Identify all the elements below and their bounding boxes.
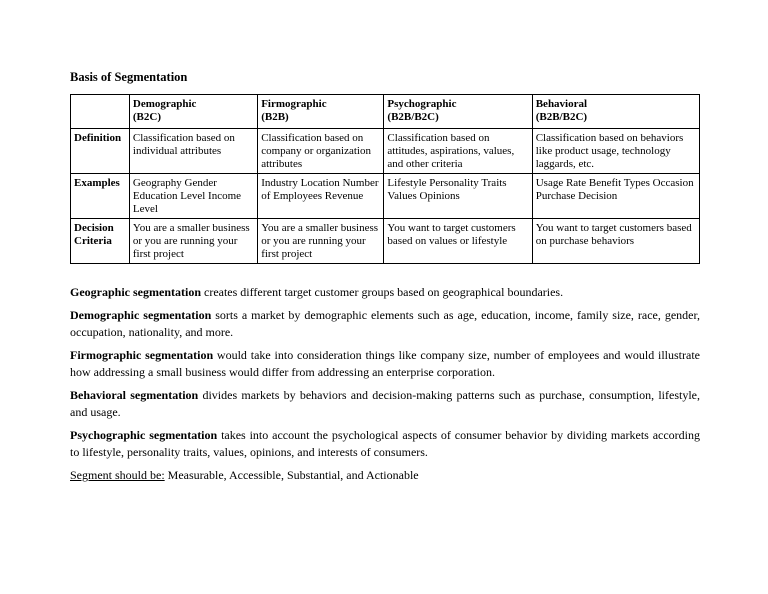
table-row-decision-criteria [71, 219, 700, 264]
paragraph-behavioral [70, 387, 700, 421]
column-subtitle: (B2B) [261, 111, 289, 123]
note-text: Measurable, Accessible, Substantial, and Actionable [164, 468, 419, 482]
table-row-definition [71, 129, 700, 174]
column-name: Demographic [132, 98, 197, 110]
table-row-examples [71, 174, 700, 219]
paragraph-term: Demographic segmentation [70, 308, 212, 322]
table-cell: You are a smaller business or you are running your first project [258, 219, 384, 264]
table-cell: Classification based on attitudes, aspirations, values, and other criteria [384, 129, 532, 174]
table-header-row [71, 95, 700, 129]
segmentation-table [70, 94, 700, 264]
paragraph-demographic [70, 307, 700, 341]
note-label: Segment should be: [70, 468, 165, 482]
document-page [70, 69, 700, 484]
table-cell: Classification based on behaviors like product usage, technology laggards, etc. [532, 129, 699, 174]
paragraph-geographic [70, 284, 700, 301]
paragraph-text: would take into consideration things like company size, number of employees and would illustrate how addressing a small business would differ from addressing an enterprise corporation. [70, 348, 701, 379]
table-cell: Geography Gender Education Level Income Level [129, 174, 257, 219]
column-name: Psychographic [387, 98, 457, 110]
paragraph-term: Behavioral segmentation [70, 388, 199, 402]
table-cell: Industry Location Number of Employees Revenue [258, 174, 384, 219]
paragraph-psychographic [70, 427, 700, 461]
document-title: Basis of Segmentation [70, 70, 188, 84]
paragraph-term: Geographic segmentation [70, 285, 201, 299]
column-name: Firmographic [261, 98, 327, 110]
paragraph-firmographic [70, 347, 700, 381]
table-cell: Classification based on company or organization attributes [258, 129, 384, 174]
row-label-text: Criteria [74, 235, 112, 247]
header-corner-cell [71, 95, 130, 129]
row-label-text: Decision [74, 222, 114, 234]
column-subtitle: (B2B/B2C) [535, 111, 588, 123]
paragraph-text: sorts a market by demographic elements such as age, education, income, family size, race, gender, occupation, nationality, and more. [70, 308, 700, 339]
column-name: Behavioral [535, 98, 588, 110]
table-cell: You want to target customers based on values or lifestyle [384, 219, 532, 264]
paragraph-term: Firmographic segmentation [70, 348, 214, 362]
header-behavioral [532, 95, 699, 129]
column-subtitle: (B2B/B2C) [387, 111, 439, 123]
paragraph-text: takes into account the psychological aspects of consumer behavior by dividing markets according to lifestyle, personality traits, values, opinions, and interests of consumers. [70, 428, 701, 459]
row-label [71, 174, 130, 219]
table-cell: Classification based on individual attributes [129, 129, 257, 174]
table-cell: You want to target customers based on purchase behaviors [532, 219, 699, 264]
table-cell: You are a smaller business or you are running your first project [129, 219, 257, 264]
column-subtitle: (B2C) [132, 111, 161, 123]
row-label [71, 219, 130, 264]
header-firmographic [258, 95, 384, 129]
row-label-text: Definition [74, 132, 122, 144]
segment-criteria-note [70, 467, 700, 484]
paragraph-text: divides markets by behaviors and decision-making patterns such as purchase, consumption, lifestyle, and usage. [70, 388, 700, 419]
table-cell: Lifestyle Personality Traits Values Opinions [384, 174, 532, 219]
header-psychographic [384, 95, 532, 129]
header-demographic [129, 95, 257, 129]
paragraph-term: Psychographic segmentation [70, 428, 218, 442]
row-label-text: Examples [74, 177, 120, 189]
paragraph-text: creates different target customer groups based on geographical boundaries. [201, 285, 564, 299]
definitions-section [70, 284, 700, 484]
row-label [71, 129, 130, 174]
table-cell: Usage Rate Benefit Types Occasion Purchase Decision [532, 174, 699, 219]
